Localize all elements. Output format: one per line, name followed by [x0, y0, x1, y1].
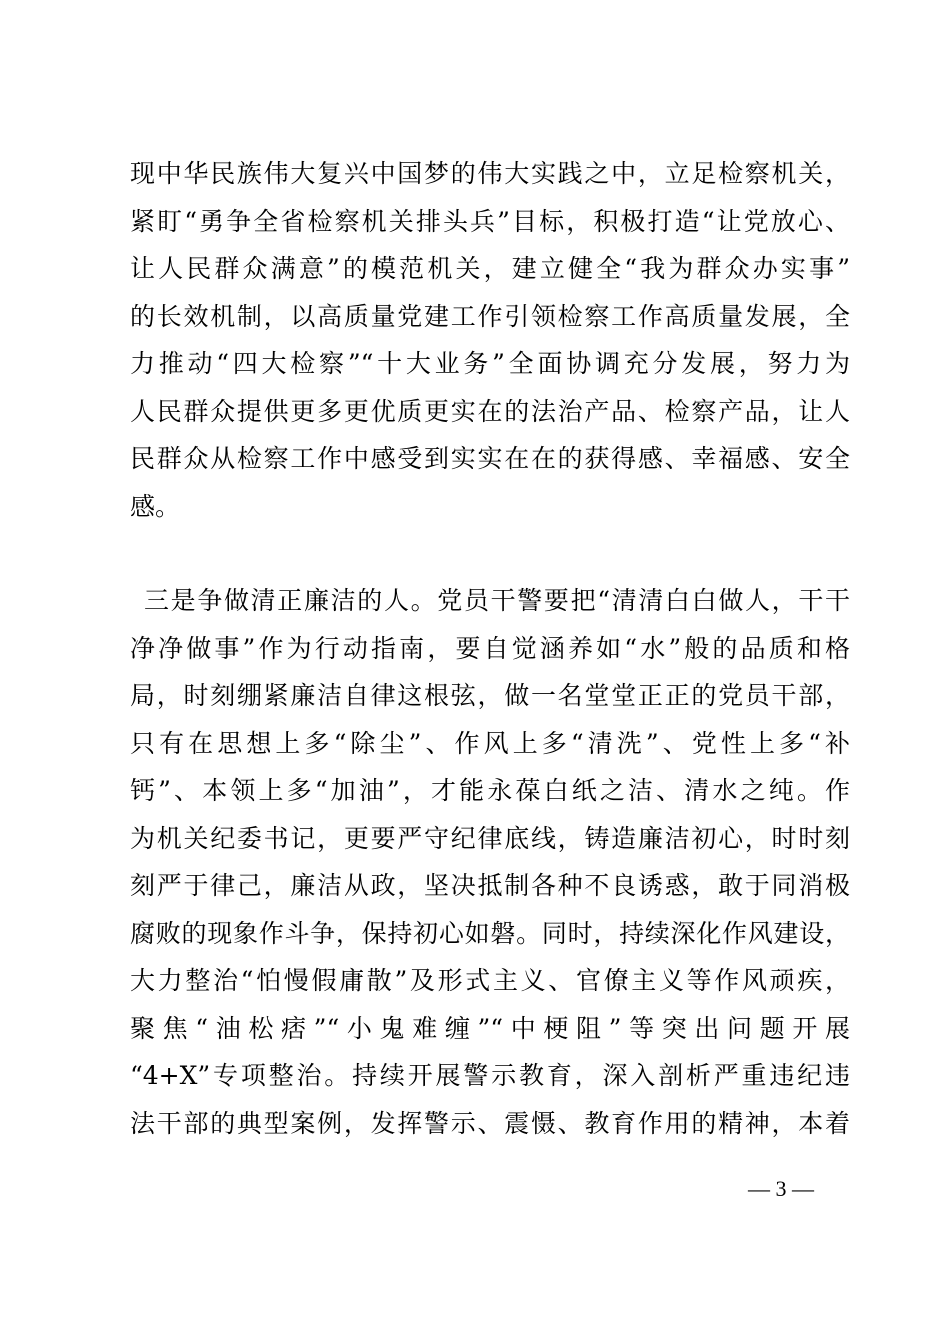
text-line: 人民群众提供更多更优质更实在的法治产品、检察产品，让人: [130, 396, 850, 426]
text-line: 民群众从检察工作中感受到实实在在的获得感、幸福感、安全: [130, 444, 850, 473]
paragraph-2: [130, 577, 850, 1147]
text-line: 大力整治“怕慢假庸散”及形式主义、官僚主义等作风顽疾，: [130, 966, 850, 995]
paragraph-1: [130, 150, 850, 530]
text-line: 局，时刻绷紧廉洁自律这根弦，做一名堂堂正正的党员干部，: [130, 681, 850, 710]
text-line: 三是争做清正廉洁的人。党员干警要把“清清白白做人，干干: [144, 586, 850, 615]
page-number: — 3 —: [748, 1176, 814, 1201]
text-line: 聚焦“油松痞”“小鬼难缠”“中梗阻”等突出问题开展: [130, 1013, 850, 1043]
text-line: 刻严于律己，廉洁从政，坚决抵制各种不良诱惑，敢于同消极: [130, 871, 850, 900]
text-line: 感。: [130, 491, 181, 521]
text-line: 的长效机制，以高质量党建工作引领检察工作高质量发展，全: [130, 301, 850, 331]
text-line: 钙”、本领上多“加油”，才能永葆白纸之洁、清水之纯。作: [130, 776, 850, 805]
text-line: 腐败的现象作斗争，保持初心如磐。同时，持续深化作风建设，: [130, 918, 850, 948]
text-line: 力推动“四大检察”“十大业务”全面协调充分发展，努力为: [130, 349, 850, 378]
text-line: 只有在思想上多“除尘”、作风上多“清洗”、党性上多“补: [130, 728, 850, 758]
text-line: 让人民群众满意”的模范机关，建立健全“我为群众办实事”: [130, 254, 850, 283]
text-line: 紧盯“勇争全省检察机关排头兵”目标，积极打造“让党放心、: [130, 206, 850, 236]
text-line: “4+X”专项整治。持续开展警示教育，深入剖析严重违纪违: [130, 1061, 850, 1090]
text-line: 法干部的典型案例，发挥警示、震慑、教育作用的精神，本着: [130, 1108, 850, 1138]
text-line: 为机关纪委书记，更要严守纪律底线，铸造廉洁初心，时时刻: [130, 823, 850, 853]
text-line: 净净做事”作为行动指南，要自觉涵养如“水”般的品质和格: [130, 633, 850, 663]
text-line: 现中华民族伟大复兴中国梦的伟大实践之中，立足检察机关，: [130, 159, 850, 188]
